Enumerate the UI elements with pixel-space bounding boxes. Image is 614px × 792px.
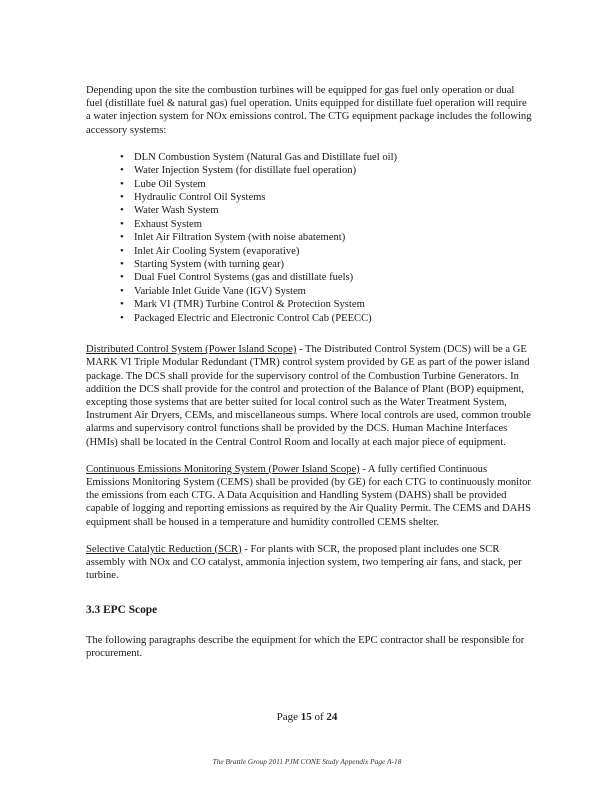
epc-paragraph: The following paragraphs describe the equipment for which the EPC contractor shall be responsible for procurement. [86, 634, 525, 659]
list-item: • Starting System (with turning gear) [120, 258, 285, 271]
total-pages: 24 [326, 711, 338, 723]
page-number: Page 15 of 24 [276, 711, 338, 723]
list-item: • Water Wash System [120, 204, 219, 217]
dcs-text: - The Distributed Control System (DCS) will be a GE MARK VI Triple Modular Redundant (TMR) control system provided by GE as part of the power island package. The DCS shall provide for the supervisory control of the Combustion Turbine Generators. In addition the DCS shall provide for the control and protection of the Balance of Plant (BOP) equipment, excepting those systems that are better suited for local control such as the Water Treatment System, Instrument Air Dryers, CEMs, and miscellaneous sumps. Where local controls are used, common trouble alarms and supervisory control functions shall be provided by the DCS. Human Machine Interfaces (HMIs) shall be located in the Central Control Room and locally at each major piece of equipment. [86, 344, 531, 448]
dcs-paragraph [86, 343, 532, 449]
bullet-icon: • [120, 311, 124, 324]
list-item: • Hydraulic Control Oil Systems [120, 191, 266, 204]
scr-title: Selective Catalytic Reduction (SCR) [86, 543, 242, 555]
dcs-title: Distributed Control System (Power Island Scope) [86, 344, 297, 356]
section-heading: 3.3 EPC Scope [86, 604, 158, 617]
bullet-icon: • [120, 298, 124, 311]
current-page: 15 [300, 711, 312, 723]
bullet-icon: • [120, 271, 124, 284]
document-body [86, 84, 532, 660]
cems-title: Continuous Emissions Monitoring System (Power Island Scope) [86, 463, 360, 475]
list-item: • Dual Fuel Control Systems (gas and distillate fuels) [120, 271, 354, 284]
list-item: • Packaged Electric and Electronic Control Cab (PEECC) [120, 311, 372, 324]
bullet-icon: • [120, 177, 124, 190]
bullet-icon: • [120, 284, 124, 297]
bullet-icon: • [120, 217, 124, 230]
bullet-icon: • [120, 164, 124, 177]
list-item: • Lube Oil System [120, 177, 206, 190]
cems-text: - A fully certified Continuous Emissions Monitoring System (CEMS) shall be provided (by GE) for each CTG to continuously monitor the emissions from each CTG. A Data Acquisition and Handling System (DAHS) shall be provided capable of logging and reporting emissions as required by the Air Quality Permit. The CEMS and DAHS equipment shall be housed in a temperature and humidity controlled CEMS shelter. [86, 463, 531, 528]
cems-paragraph [86, 463, 532, 529]
bullet-icon: • [120, 231, 124, 244]
bullet-icon: • [120, 191, 124, 204]
bullet-icon: • [120, 204, 124, 217]
bullet-icon: • [120, 244, 124, 257]
list-item: • Mark VI (TMR) Turbine Control & Protection System [120, 298, 365, 311]
list-item: • Inlet Air Filtration System (with noise abatement) [120, 231, 346, 244]
scr-paragraph [86, 543, 532, 583]
accessory-systems-list [86, 151, 532, 325]
list-item: • Variable Inlet Guide Vane (IGV) System [120, 284, 306, 297]
bullet-icon: • [120, 258, 124, 271]
list-item: • Inlet Air Cooling System (evaporative) [120, 244, 300, 257]
footer-note: The Brattle Group 2011 PJM CONE Study Appendix Page A-18 [212, 757, 402, 766]
intro-paragraph: Depending upon the site the combustion turbines will be equipped for gas fuel only operation or dual fuel (distillate fuel & natural gas) fuel operation. Units equipped for distillate fuel operation will require a water injection system for NOx emissions control. The CTG equipment package includes the following accessory systems: [86, 85, 532, 136]
bullet-icon: • [120, 150, 124, 163]
list-item: • Water Injection System (for distillate fuel operation) [120, 164, 357, 177]
scr-text: - For plants with SCR, the proposed plant includes one SCR assembly with NOx and CO catalyst, ammonia injection system, two tempering air fans, and stack, per turbine. [86, 543, 522, 582]
list-item: • DLN Combustion System (Natural Gas and Distillate fuel oil) [120, 150, 398, 163]
list-item: • Exhaust System [120, 217, 202, 230]
